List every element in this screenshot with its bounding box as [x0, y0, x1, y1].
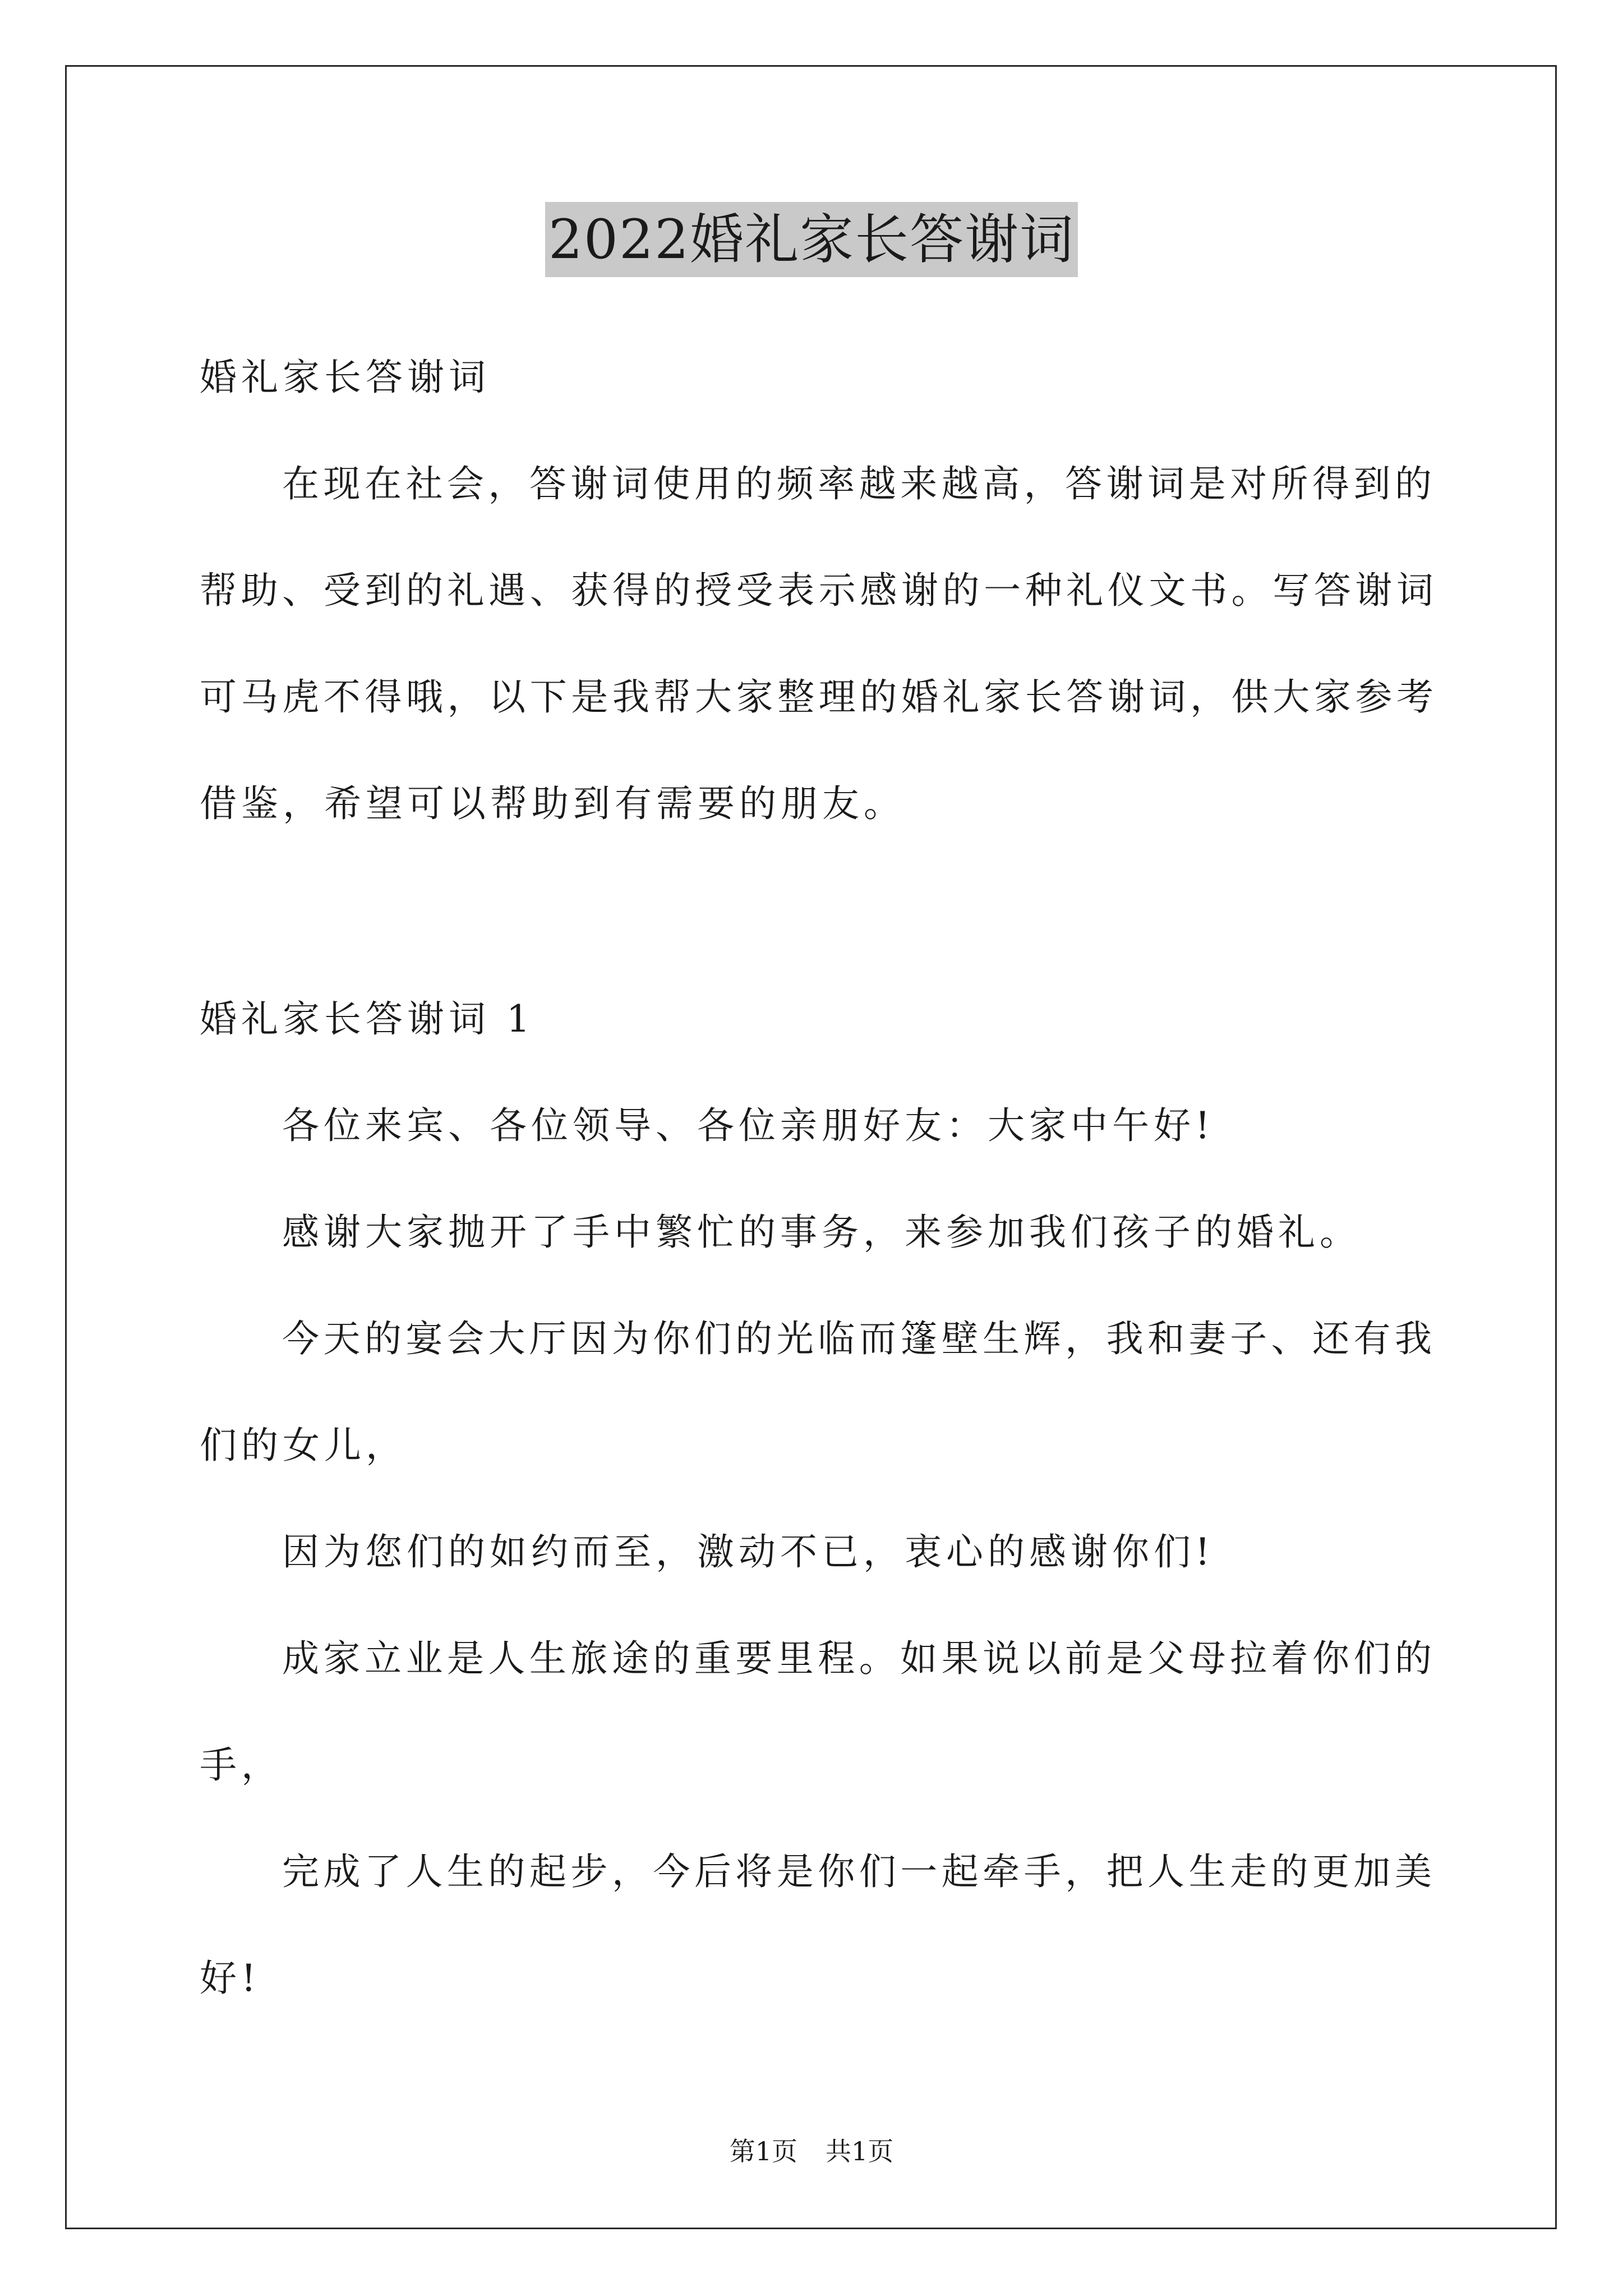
paragraph-line: 帮助、受到的礼遇、获得的授受表示感谢的一种礼仪文书。写答谢词 [200, 569, 1433, 612]
paragraph-line: 可马虎不得哦，以下是我帮大家整理的婚礼家长答谢词，供大家参考 [200, 675, 1433, 719]
title-container [0, 202, 1623, 277]
paragraph-line: 感谢大家抛开了手中繁忙的事务，来参加我们孩子的婚礼。 [282, 1211, 1361, 1254]
paragraph-line: 完成了人生的起步，今后将是你们一起牵手，把人生走的更加美 [282, 1850, 1432, 1893]
paragraph-line: 在现在社会，答谢词使用的频率越来越高，答谢词是对所得到的 [282, 462, 1432, 505]
page-number: 第1页 [729, 2136, 797, 2166]
paragraph-line: 各位来宾、各位领导、各位亲朋好友：大家中午好! [282, 1104, 1215, 1147]
paragraph-line: 们的女儿， [200, 1424, 407, 1467]
document-title: 2022婚礼家长答谢词 [545, 202, 1078, 277]
page-footer [0, 2134, 1623, 2168]
paragraph-line: 借鉴，希望可以帮助到有需要的朋友。 [200, 782, 905, 825]
paragraph-line: 好! [200, 1957, 261, 2000]
paragraph-line: 手， [200, 1743, 283, 1787]
paragraph-line: 因为您们的如约而至，激动不已，衷心的感谢你们! [282, 1530, 1215, 1573]
section-heading: 婚礼家长答谢词 1 [200, 997, 534, 1041]
page-total: 共1页 [826, 2136, 894, 2166]
section-heading: 婚礼家长答谢词 [200, 356, 490, 399]
paragraph-line: 成家立业是人生旅途的重要里程。如果说以前是父母拉着你们的 [282, 1637, 1432, 1680]
paragraph-line: 今天的宴会大厅因为你们的光临而篷壁生辉，我和妻子、还有我 [282, 1317, 1432, 1360]
